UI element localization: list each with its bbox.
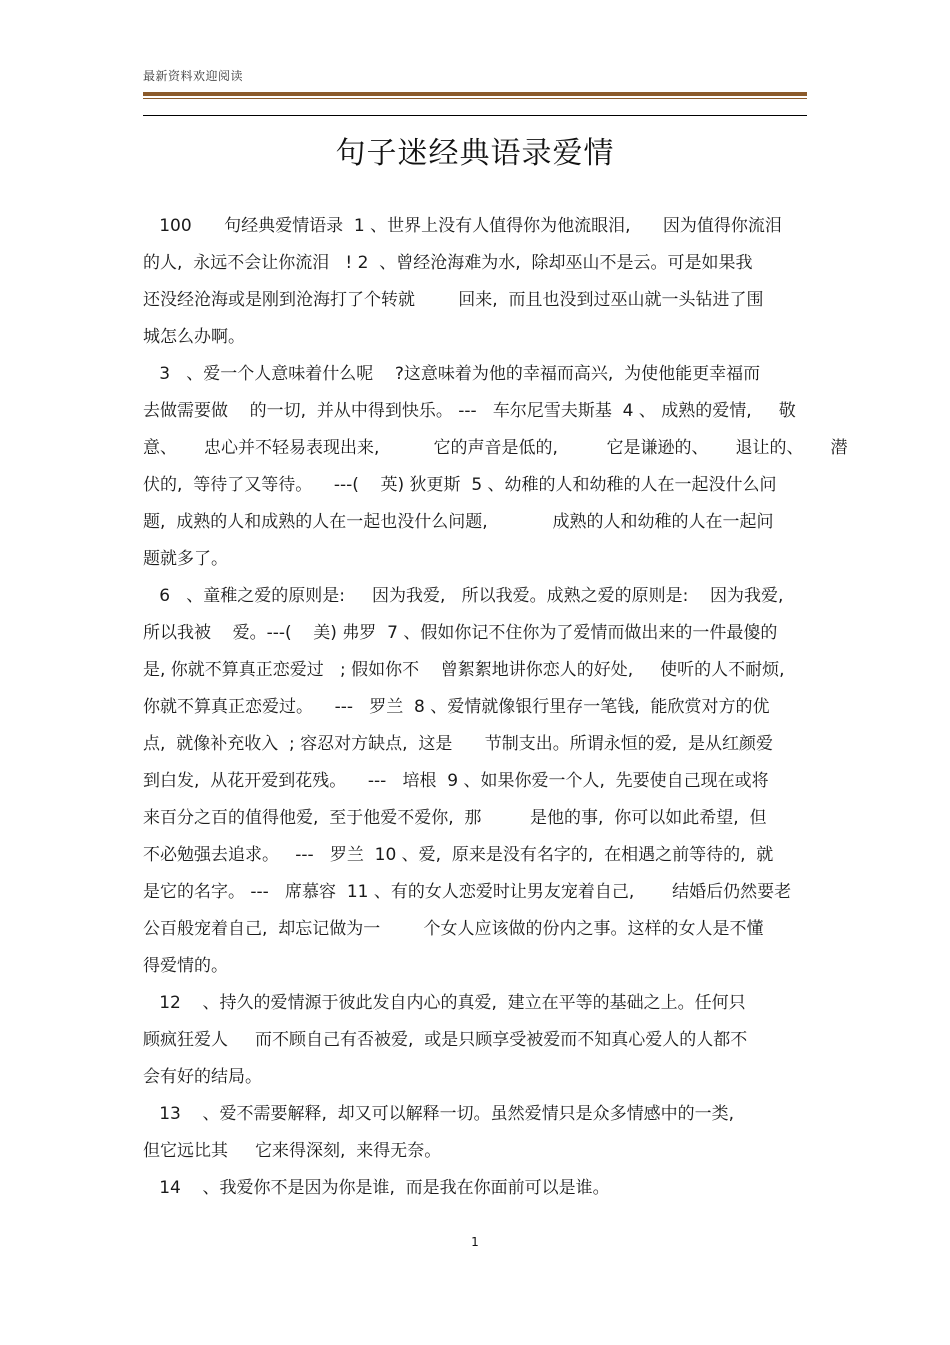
document-body (143, 208, 848, 1207)
body-line: 13 、爱不需要解释, 却又可以解释一切。虽然爱情只是众多情感中的一类, (143, 1104, 735, 1124)
body-line: 12 、持久的爱情源于彼此发自内心的真爱, 建立在平等的基础之上。任何只 (143, 993, 746, 1013)
body-line: 题, 成熟的人和成熟的人在一起也没什么问题, 成熟的人和幼稚的人在一起问 (143, 512, 774, 532)
body-line: 城怎么办啊。 (143, 327, 245, 347)
title-rule (143, 115, 807, 116)
body-line: 去做需要做 的一切, 并从中得到快乐。 --- 车尔尼雪夫斯基 4 、 成熟的爱情, 敬 (143, 401, 796, 421)
body-line: 6 、童稚之爱的原则是: 因为我爱, 所以我爱。成熟之爱的原则是: 因为我爱, (143, 586, 784, 606)
body-line: 到白发, 从花开爱到花残。 --- 培根 9 、如果你爱一个人, 先要使自己现在或将 (143, 771, 769, 791)
body-line: 伏的, 等待了又等待。 ---( 英) 狄更斯 5 、幼稚的人和幼稚的人在一起没什么问 (143, 475, 777, 495)
body-line: 来百分之百的值得他爱, 至于他爱不爱你, 那 是他的事, 你可以如此希望, 但 (143, 808, 767, 828)
body-line: 的人, 永远不会让你流泪 ! 2 、曾经沧海难为水, 除却巫山不是云。可是如果我 (143, 253, 753, 273)
body-line: 14 、我爱你不是因为你是谁, 而是我在你面前可以是谁。 (143, 1178, 610, 1198)
body-line: 还没经沧海或是刚到沧海打了个转就 回来, 而且也没到过巫山就一头钻进了围 (143, 290, 764, 310)
header-rule-thin (143, 98, 807, 99)
document-title: 句子迷经典语录爱情 (335, 136, 615, 171)
body-line: 题就多了。 (143, 549, 228, 569)
header-rule-thick (143, 92, 807, 96)
body-line: 公百般宠着自己, 却忘记做为一 个女人应该做的份内之事。这样的女人是不懂 (143, 919, 764, 939)
body-line: 点, 就像补充收入 ; 容忍对方缺点, 这是 节制支出。所谓永恒的爱, 是从红颜爱 (143, 734, 773, 754)
body-line: 会有好的结局。 (143, 1067, 262, 1087)
body-line: 但它远比其 它来得深刻, 来得无奈。 (143, 1141, 442, 1161)
body-line: 意、 忠心并不轻易表现出来, 它的声音是低的, 它是谦逊的、 退让的、 潜 (143, 438, 848, 458)
body-line: 得爱情的。 (143, 956, 228, 976)
body-line: 你就不算真正恋爱过。 --- 罗兰 8 、爱情就像银行里存一笔钱, 能欣赏对方的优 (143, 697, 770, 717)
page-header-text: 最新资料欢迎阅读 (143, 69, 244, 83)
body-line: 所以我被 爱。---( 美) 弗罗 7 、假如你记不住你为了爱情而做出来的一件最傻的 (143, 623, 778, 643)
body-line: 顾疯狂爱人 而不顾自己有否被爱, 或是只顾享受被爱而不知真心爱人的人都不 (143, 1030, 748, 1050)
body-line: 3 、爱一个人意味着什么呢 ?这意味着为他的幸福而高兴, 为使他能更幸福而 (143, 364, 761, 384)
body-line: 100 句经典爱情语录 1 、世界上没有人值得你为他流眼泪, 因为值得你流泪 (143, 216, 782, 236)
body-line: 是它的名字。 --- 席慕容 11 、有的女人恋爱时让男友宠着自己, 结婚后仍然要老 (143, 882, 792, 902)
body-line: 是, 你就不算真正恋爱过 ; 假如你不 曾絮絮地讲你恋人的好处, 使听的人不耐烦, (143, 660, 785, 680)
page-number: 1 (471, 1235, 479, 1249)
body-line: 不必勉强去追求。 --- 罗兰 10 、爱, 原来是没有名字的, 在相遇之前等待的, 就 (143, 845, 774, 865)
